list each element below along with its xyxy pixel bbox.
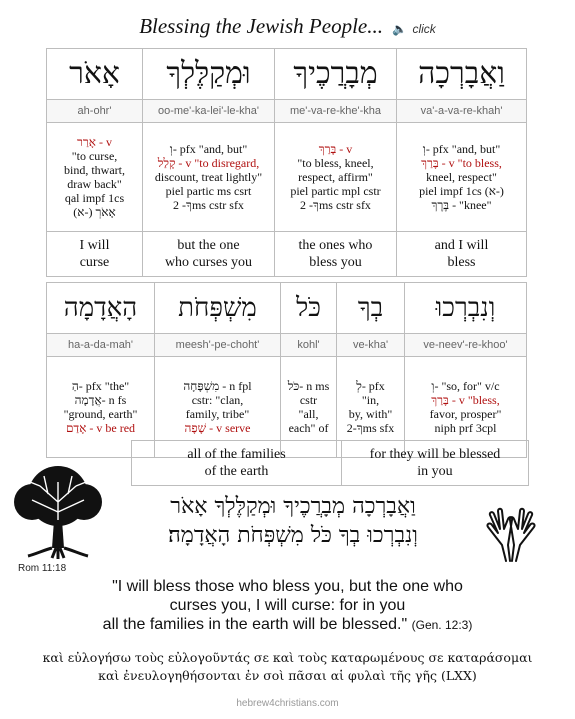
english-verse-line-3 [20,615,555,635]
title-text: Blessing the Jewish People... [139,14,383,38]
hebrew-row [47,283,527,334]
hebrew-word: מִשְׁפְּחֹת [155,283,281,334]
grammar-line: "to curse, [71,149,118,163]
grammar-cell [397,123,527,232]
english-row [47,232,527,277]
transliteration-row [47,334,527,357]
transliteration: oo-me'-ka-lei'-le-kha' [143,100,275,123]
hebrew-word: וְנִבְרְכוּ [405,283,527,334]
hebrew-verse-line: וְנִבְרְכוּ בְךָ כֹּל מִשְׁפְּחֹת הָאֲדָמָה׃ [168,523,418,548]
hebrew-word: וַאֲבָרְכָה [397,49,527,100]
grammar-line: אָדַם - v be red [65,421,136,435]
hebrew-word: הָאֲדָמָה [47,283,155,334]
gloss-row [132,441,529,486]
greek-verse [4,649,571,685]
grammar-line: "in, [361,393,380,407]
english-verse [20,577,555,635]
grammar-line: בֶּרֶךְ - "knee" [431,198,492,212]
greek-verse-line: καὶ εὐλογήσω τοὺς εὐλογοῦντάς σε καὶ τοὺς καταρωμένους σε καταράσομαι [42,650,533,665]
transliteration: ha-a-da-mah' [47,334,155,357]
greek-verse-line: καὶ ἐνευλογηθήσονται ἐν σοὶ πᾶσαι αἱ φυλαὶ τῆς γῆς [98,668,437,683]
english-gloss [275,232,397,277]
grammar-line: הַ- pfx "the" [71,379,130,393]
grammar-cell [143,123,275,232]
verse-reference: (Gen. 12:3) [411,618,473,632]
transliteration: ve-neev'-re-khoo' [405,334,527,357]
grammar-line: כֹּל- n ms [287,379,330,393]
transliteration: ah-ohr' [47,100,143,123]
transliteration: meesh'-pe-choht' [155,334,281,357]
grammar-line: by, with" [348,407,393,421]
grammar-line: "ground, earth" [63,407,138,421]
gloss-line: and I will [434,238,489,253]
page-title [0,14,575,39]
grammar-row [47,123,527,232]
hebrew-word: כֹּל [281,283,337,334]
gloss-line: bless [447,255,476,270]
grammar-line: קָלַל - v "to disregard, [157,156,260,170]
priestly-hands-icon [478,505,544,565]
english-verse-line: curses you, I will curse: for in you [169,597,406,614]
grammar-line: draw back" [67,177,122,191]
gloss-line: who curses you [164,255,253,270]
gloss-table [131,440,529,486]
grammar-line: cstr: "clan, [191,393,244,407]
tree-icon [8,462,108,562]
grammar-line: שָׁפָה - v serve [184,421,251,435]
grammar-line: qal impf 1cs [64,191,125,205]
hebrew-verse [118,492,468,550]
grammar-line: וְ- "so, for" v/c [431,379,500,393]
grammar-line: ךָ- 2ms cstr sfx [173,198,244,212]
grammar-line: אָרַר - v [77,135,112,149]
english-verse-line: "I will bless those who bless you, but the one who [112,578,463,595]
english-verse-line: all the families in the earth will be blessed." [102,616,408,633]
hebrew-verse-line: וַאֲבָרְכָה מְבָרֲכֶיךָ וּמְקַלֶּלְךָ אָאֹר [170,494,416,519]
hebrew-row [47,49,527,100]
grammar-line: ךָ- 2ms cstr sfx [300,198,371,212]
grammar-line: cstr [299,393,318,407]
transliteration: va'-a-va-re-khah' [397,100,527,123]
gloss-line: of the earth [204,464,269,479]
hebrew-word: וּמְקַלֶּלְךָ [143,49,275,100]
grammar-line: בָּרַךְ - v [318,142,353,156]
gloss-line: in you [417,464,453,479]
grammar-line: וְ- pfx "and, but" [169,142,248,156]
grammar-line: ךָ-2ms sfx [346,421,395,435]
grammar-line: "all, [298,407,319,421]
gloss-line: bless you [309,255,362,270]
grammar-line: בָּרַךְ - v "bless, [431,393,500,407]
speaker-icon[interactable]: 🔈 [392,22,408,36]
hebrew-word: בְךָ [337,283,405,334]
gloss-line: but the one [177,238,240,253]
hebrew-word: מְבָרֲכֶיךָ [275,49,397,100]
gloss-line: for they will be blessed [369,447,501,462]
grammar-line: מִשְׁפָּחָה - n fpl [183,379,252,393]
greek-verse-line-2 [4,667,571,685]
english-gloss [143,232,275,277]
grammar-line: kneel, respect" [426,170,497,184]
grammar-line: respect, affirm" [298,170,373,184]
grammar-line: piel impf 1cs (א-) [419,184,504,198]
lxx-reference: (LXX) [440,668,477,683]
grammar-cell [275,123,397,232]
gloss-line: all of the families [187,447,286,462]
transliteration: kohl' [281,334,337,357]
grammar-line: discount, treat lightly" [154,170,263,184]
grammar-line: bind, thwart, [64,163,125,177]
grammar-line: piel partic mpl cstr [290,184,381,198]
hebrew-word: אָאֹר [47,49,143,100]
click-link[interactable]: click [412,22,436,36]
transliteration: me'-va-re-khe'-kha [275,100,397,123]
grammar-line: אֲדָמָה- n fs [74,393,127,407]
word-table-1 [46,48,527,277]
grammar-line: family, tribe" [185,407,250,421]
tree-caption: Rom 11:18 [18,563,67,574]
grammar-line: וְ- pfx "and, but" [422,142,501,156]
grammar-line: niph prf 3cpl [434,421,497,435]
grammar-line: each" of [288,421,329,435]
transliteration: ve-kha' [337,334,405,357]
english-gloss [397,232,527,277]
grammar-cell [47,123,143,232]
grammar-line: "to bless, kneel, [297,156,374,170]
gloss-blessed [342,441,529,486]
gloss-line: curse [79,255,110,270]
grammar-line: (א-) אָאֹרְ [73,205,116,219]
grammar-line: favor, prosper" [429,407,502,421]
gloss-families [132,441,342,486]
grammar-line: piel partic ms csrt [165,184,252,198]
transliteration-row [47,100,527,123]
gloss-line: the ones who [298,238,373,253]
grammar-line: בָּרַךְ - v "to bless, [421,156,502,170]
english-gloss [47,232,143,277]
word-table-2 [46,282,527,458]
gloss-line: I will [79,238,110,253]
site-credit[interactable]: hebrew4christians.com [236,698,339,709]
grammar-line: לְ- pfx [356,379,385,393]
